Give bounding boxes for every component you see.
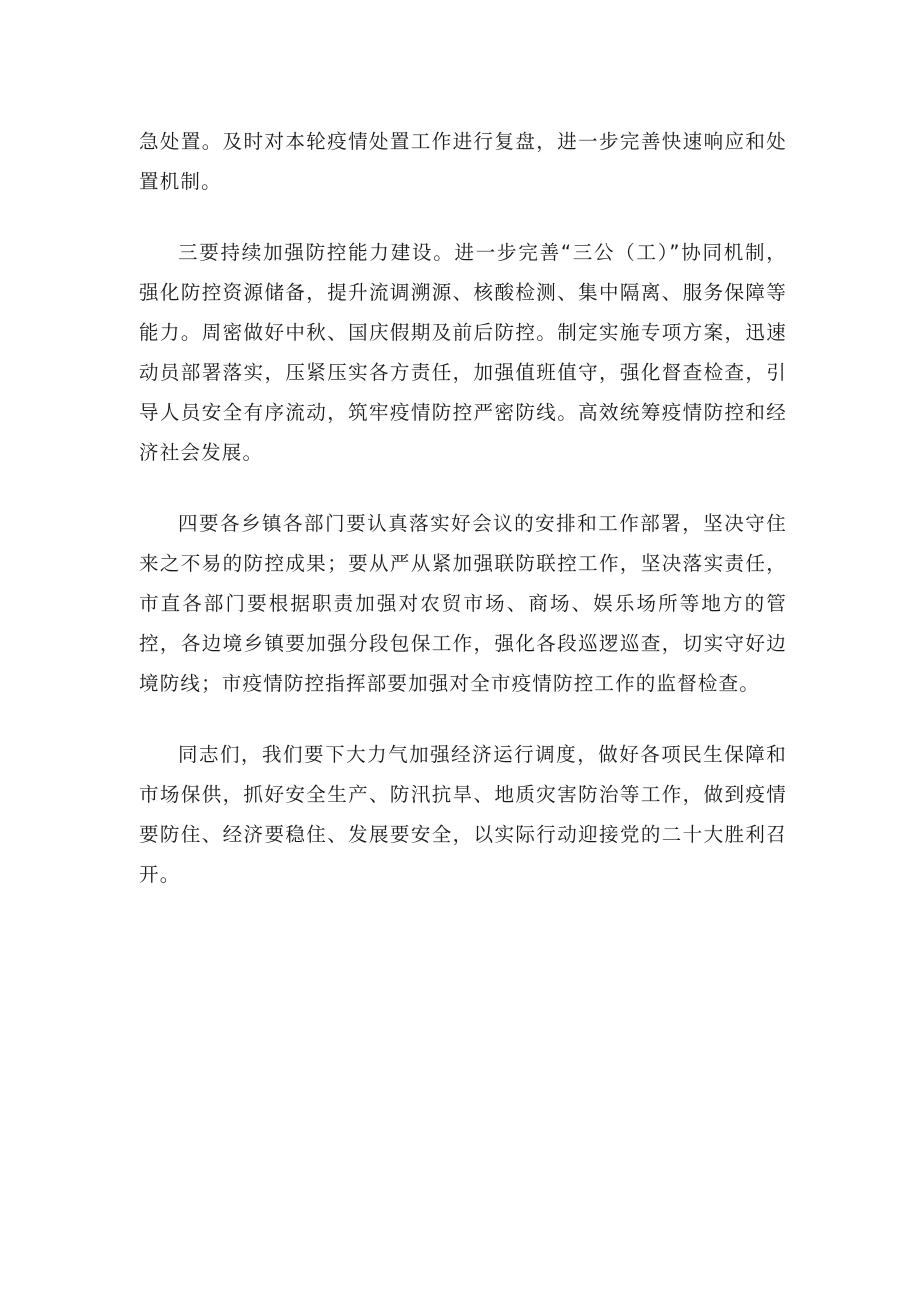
paragraph-closing-remarks: 同志们，我们要下大力气加强经济运行调度，做好各项民生保障和市场保供，抓好安全生产、防汛抗旱、地质灾害防治等工作，做到疫情要防住、经济要稳住、发展要安全，以实际行动迎接党的二十大胜利召开。 <box>139 743 787 886</box>
paragraph-continued: 急处置。及时对本轮疫情处置工作进行复盘，进一步完善快速响应和处置机制。 <box>139 130 787 193</box>
paragraph-capacity-building: 三要持续加强防控能力建设。进一步完善“三公（工）”协同机制，强化防控资源储备，提升流调溯源、核酸检测、集中隔离、服务保障等能力。周密做好中秋、国庆假期及前后防控。制定实施专项方案，迅速动员部署落实，压紧压实各方责任，加强值班值守，强化督查检查，引导人员安全有序流动，筑牢疫情防控严密防线。高效统筹疫情防控和经济社会发展。 <box>139 241 787 464</box>
paragraph-township-departments: 四要各乡镇各部门要认真落实好会议的安排和工作部署，坚决守住来之不易的防控成果；要从严从紧加强联防联控工作，坚决落实责任，市直各部门要根据职责加强对农贸市场、商场、娱乐场所等地方的管控，各边境乡镇要加强分段包保工作，强化各段巡逻巡查，切实守好边境防线；市疫情防控指挥部要加强对全市疫情防控工作的监督检查。 <box>139 512 787 695</box>
document-body <box>139 122 787 926</box>
